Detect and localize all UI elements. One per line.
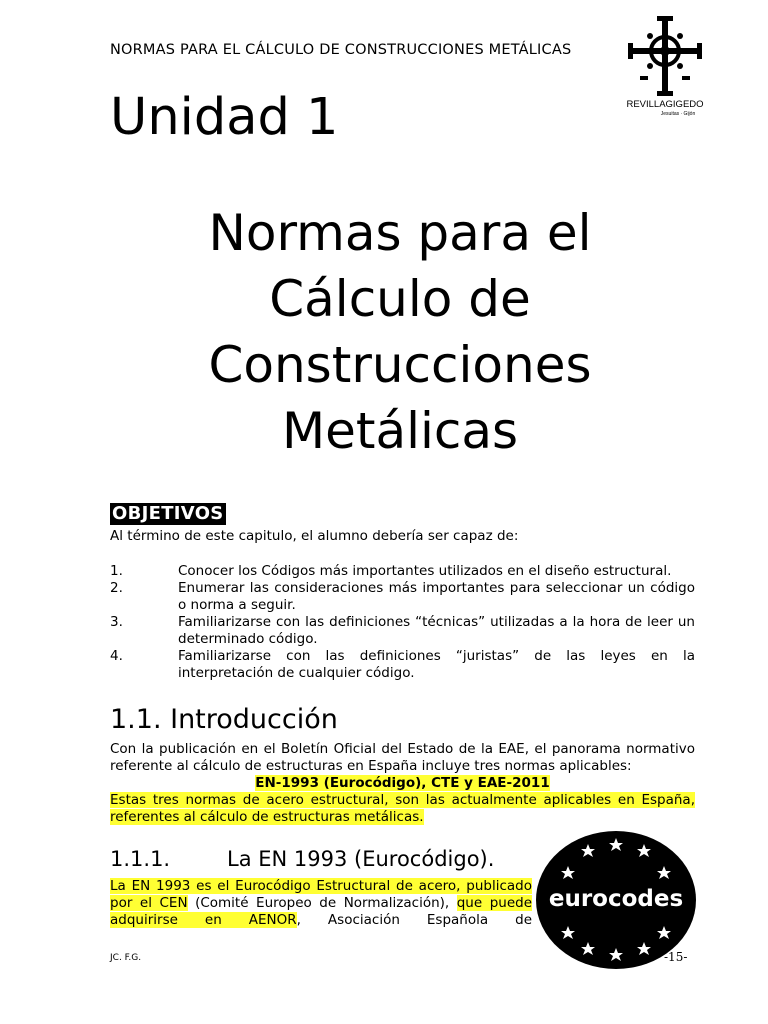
eurocodes-text: eurocodes	[548, 886, 684, 912]
highlight-text: Estas tres normas de acero estructural, son las actualmente aplicables en España, referentes al cálculo de estructuras metálicas.	[110, 792, 695, 825]
list-item	[110, 614, 695, 648]
list-item-text: Familiarizarse con las definiciones “juristas” de las leyes en la interpretación de cualquier código.	[178, 648, 695, 681]
logo-name: REVILLAGIGEDO	[626, 99, 704, 110]
logo-sub: Jesuitas · Gijón	[660, 111, 696, 117]
intro-paragraph: Con la publicación en el Boletín Oficial del Estado de la EAE, el panorama normativo referente al cálculo de estructuras en España incluye tres normas aplicables:	[110, 741, 695, 774]
norms-highlight: EN-1993 (Eurocódigo), CTE y EAE-2011	[255, 775, 550, 791]
list-item-text: Enumerar las consideraciones más importantes para seleccionar un código o norma a seguir.	[178, 580, 695, 613]
list-item-text: Familiarizarse con las definiciones “técnicas” utilizadas a la hora de leer un determinado código.	[178, 614, 695, 647]
unit-title: Unidad 1	[110, 88, 339, 147]
section-heading-text: La EN 1993 (Eurocódigo).	[227, 847, 495, 871]
objectives-list	[110, 563, 695, 682]
norms-line	[110, 775, 695, 792]
objectives-intro: Al término de este capitulo, el alumno debería ser capaz de:	[110, 528, 519, 544]
section-heading-introduccion: 1.1. Introducción	[110, 704, 338, 735]
running-header: NORMAS PARA EL CÁLCULO DE CONSTRUCCIONES METÁLICAS	[110, 42, 572, 58]
highlight-paragraph	[110, 792, 695, 826]
intro-section-body	[110, 741, 695, 826]
list-item-text: Conocer los Códigos más importantes utilizados en el diseño estructural.	[178, 563, 672, 579]
section-heading-en1993	[110, 848, 494, 871]
chapter-title	[110, 200, 690, 464]
list-item-number: 3.	[110, 614, 123, 630]
jesuit-cross-icon	[620, 14, 710, 119]
school-logo	[620, 14, 710, 119]
highlight-text: que puede adquirirse en AENOR	[110, 895, 532, 928]
footer-author: JC. F.G.	[110, 953, 142, 963]
chapter-title-line: Construcciones	[208, 336, 592, 394]
page-number: -15-	[664, 950, 688, 964]
chapter-title-line: Normas para el	[208, 204, 592, 262]
chapter-title-line: Cálculo de	[269, 270, 531, 328]
list-item-number: 1.	[110, 563, 123, 579]
list-item-number: 2.	[110, 580, 123, 596]
list-item	[110, 648, 695, 682]
section-number: 1.1.1.	[110, 847, 171, 871]
list-item	[110, 563, 695, 580]
list-item	[110, 580, 695, 614]
objectives-heading: OBJETIVOS	[112, 503, 224, 524]
en1993-paragraph	[110, 878, 532, 929]
list-item-number: 4.	[110, 648, 123, 664]
plain-text: (Comité Europeo de Normalización),	[187, 895, 457, 911]
highlight-text: La EN 1993 es el Eurocódigo Estructural de acero, publicado por el CEN	[110, 878, 532, 911]
eurocodes-stars-icon	[534, 830, 698, 970]
plain-text: , Asociación Española de	[296, 912, 532, 928]
chapter-title-line: Metálicas	[281, 402, 519, 460]
eurocodes-logo	[534, 830, 698, 970]
